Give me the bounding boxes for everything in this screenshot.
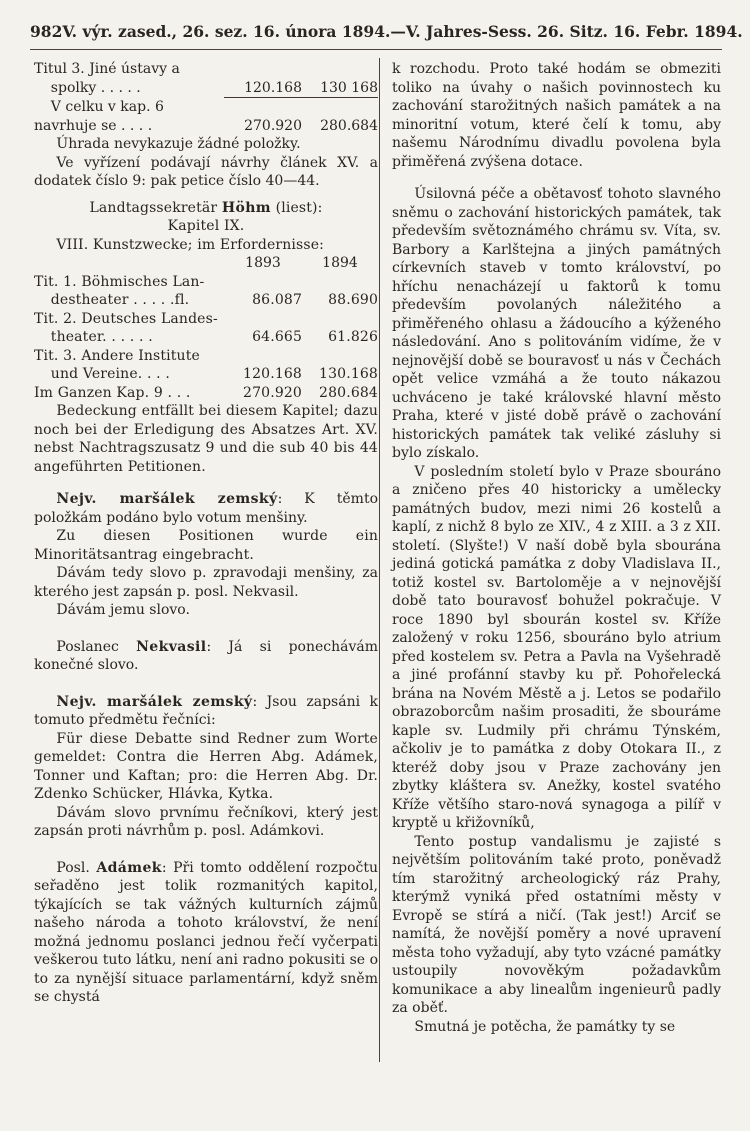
paragraph — [34, 527, 378, 564]
header-separator: — — [390, 22, 406, 41]
text-run: Poslanec — [56, 638, 137, 655]
text-run: Dávám slovo prvnímu řečníkovi, který jest zapsán proti návrhům p. posl. Adámkovi. — [34, 804, 378, 839]
paragraph — [34, 859, 378, 1007]
paragraph — [34, 154, 378, 191]
speaker-name: Adámek — [96, 859, 162, 876]
left-column — [34, 60, 378, 1007]
budget-amounts — [224, 384, 378, 403]
paragraph — [34, 564, 378, 601]
amount-1894: 280.684 — [319, 384, 378, 401]
amount-1893: 270.920 — [244, 117, 302, 134]
page-header — [30, 22, 743, 41]
amount-1894: 280.684 — [320, 117, 378, 134]
budget-row-label: Titul 3. Jiné ústavy a — [34, 61, 180, 77]
amount-1893: 120.168 — [244, 79, 302, 96]
budget-row-label: Tit. 3. Andere Institute — [34, 347, 200, 364]
section-heading — [34, 199, 378, 218]
header-czech: V. výr. zased., 26. sez. 16. února 1894. — [62, 22, 391, 41]
speaker-name: Nejv. maršálek zemský — [56, 693, 253, 710]
section-heading — [34, 217, 378, 236]
budget-row-label: Im Ganzen Kap. 9 . . . — [34, 384, 191, 401]
right-column — [392, 60, 721, 1036]
paragraph — [392, 463, 721, 833]
page-number: 982 — [30, 22, 63, 41]
speaker-name: Höhm — [221, 199, 271, 216]
year-header-1893: 1893 — [245, 255, 281, 271]
text-run: Tento postup vandalismu je zajisté s největším politováním také proto, poněvadž tím starožitný archeologický ráz Prahy, kterýmž vyniká před ostatními městy v Evropě se stírá a ničí. (Tak jest!) Arciť se namítá, že novější poměry a nové upravení města toho vyžadují, aby tyto vzácné památky ustoupily novověkým požadavkům komunikace a aby linealům ingenieurů padly za oběť. — [392, 833, 721, 1016]
budget-row-label: theater. . . . . . — [50, 329, 153, 345]
text-run: V posledním století bylo v Praze sbouráno a zničeno přes 40 historicky a umělecky památných budov, mezi nimi 26 kostelů a kaplí, z nichž 8 bylo ze XIV., 4 z XIII. a 3 z XII. století. (Slyšte!) V naší době byla sbourána jediná gotická památka z doby Vladislava II., totiž kostel sv. Bartoloměje a v nejnovější době tato bouravosť bohužel pokračuje. V roce 1890 byl sbourán kostel sv. Kříže založený v roku 1256, sbouráno bylo atrium před kostelem sv. Petra a Pavla na Vyšehradě a jiné profánní stavby ku př. Pohořelecká brána na Novém Městě a j. Letos se podařilo obrazoborcům našim prosaditi, že sbouráme kaple sv. Ludmily při chrámu Týnském, ačkoliv je to památka z doby Otokara II., z kteréž doby jsou v Praze zachovány jen zbytky kláštera sv. Anežky, kostel svatého Kříže většího staro-nová synagoga a pilíř v kryptě u křižovníků, — [392, 463, 721, 831]
amount-1894: 88.690 — [328, 292, 378, 308]
budget-row — [34, 273, 378, 310]
speaker-name: Nekvasil — [136, 638, 207, 655]
budget-row — [34, 98, 378, 135]
text-run: Kapitel IX. — [167, 218, 245, 234]
amount-1893: 64.665 — [252, 329, 302, 345]
budget-row-label: spolky . . . . . — [50, 79, 141, 96]
text-run: Úhrada nevykazuje žádné položky. — [56, 136, 301, 152]
budget-row — [34, 384, 378, 403]
paragraph — [34, 601, 378, 620]
budget-amounts — [224, 328, 378, 347]
paragraph — [34, 236, 378, 255]
text-run: : Jsou zapsáni k tomuto předmětu řečníci: — [34, 693, 378, 728]
text-run: Ve vyřízení podávají návrhy článek XV. a dodatek číslo 9: pak petice číslo 40—44. — [34, 154, 378, 189]
paragraph — [392, 833, 721, 1018]
paragraph — [34, 804, 378, 841]
text-run: (liest): — [271, 199, 323, 216]
budget-amounts — [224, 117, 378, 136]
amount-1894: 130.168 — [319, 366, 378, 382]
speaker-name: Nejv. maršálek zemský — [56, 491, 278, 507]
paragraph — [34, 402, 378, 476]
paragraph — [392, 60, 721, 171]
budget-row — [34, 60, 378, 98]
text-run: Zu diesen Positionen wurde ein Minoritätsantrag eingebracht. — [34, 528, 378, 563]
paragraph — [392, 185, 721, 463]
header-rule — [30, 49, 722, 50]
budget-row-values — [34, 328, 378, 347]
text-run: Dávám tedy slovo p. zpravodaji menšiny, za kterého jest zapsán p. posl. Nekvasil. — [34, 565, 378, 600]
amount-1894: 130 168 — [320, 79, 378, 96]
amount-1893: 86.087 — [252, 292, 302, 308]
budget-row-values — [34, 365, 378, 384]
amount-1893: 270.920 — [243, 384, 302, 401]
paragraph — [34, 730, 378, 804]
budget-row-label: und Vereine. . . . — [50, 366, 170, 382]
budget-row — [34, 310, 378, 347]
budget-row-label: destheater . . . . .fl. — [50, 292, 190, 308]
text-run: : Já si ponechávám konečné slovo. — [34, 638, 378, 673]
amount-1893: 120.168 — [243, 366, 302, 382]
paragraph — [392, 1018, 721, 1037]
text-run: Úsilovná péče a obětavosť tohoto slavného sněmu o zachování historických památek, tak především světoznámého chrámu sv. Víta, sv. Barbory a Karlštejna a jiných památných církevních staveb v tomto království, po hříchu nenacházejí u faktorů k tomu především povolaných náležitého a přiměřeného ohlasu a žádoucího a kýženého následování. Ano s politováním vidíme, že v nejnovější době se bouravosť u nás v Čechách opět velice vzmáhá a že touto nákazou uchváceno je také královské hlavní město Praha, které v jisté době právě o zachování historických památek tak veliké zásluhy si bylo získalo. — [392, 186, 721, 461]
text-run: Posl. — [56, 859, 97, 876]
budget-row-label: Tit. 2. Deutsches Landes- — [34, 310, 218, 327]
budget-row-label: Tit. 1. Böhmisches Lan- — [34, 273, 205, 290]
text-run: Bedeckung entfällt bei diesem Kapitel; dazu noch bei der Erledigung des Absatzes Art. XV. nebst Nachtragszusatz 9 und die sub 40 bis 44 angeführten Petitionen. — [34, 403, 378, 475]
budget-row — [34, 347, 378, 384]
text-run: VIII. Kunstzwecke; im Erfordernisse: — [56, 236, 325, 253]
paragraph — [34, 135, 378, 154]
paragraph — [34, 638, 378, 675]
budget-row-label: navrhuje se . . . . — [34, 117, 153, 134]
budget-row-values — [34, 117, 378, 136]
budget-amounts — [224, 79, 378, 99]
paragraph — [34, 693, 378, 730]
text-run: : K těmto položkám podáno bylo votum menšiny. — [34, 491, 378, 526]
text-run: : Při tomto oddělení rozpočtu seřaděno jest tolik rozmanitých kapitol, týkajících se tak vážných kulturních zájmů našeho národa a tohoto království, že není možná jednomu poslanci jednou řečí vyčerpati veškerou tuto látku, není ani radno pokusiti se o to za nynější situace parlamentární, když sněm se chystá — [34, 859, 378, 1005]
budget-row-label: V celku v kap. 6 — [50, 99, 164, 115]
budget-amounts — [224, 291, 378, 310]
paragraph — [34, 490, 378, 527]
budget-row-values — [34, 384, 378, 403]
budget-row-values — [34, 291, 378, 310]
year-header-1894: 1894 — [322, 255, 358, 271]
text-run: Landtagssekretär — [89, 199, 222, 216]
budget-amounts — [224, 365, 378, 384]
text-run: Dávám jemu slovo. — [56, 602, 190, 618]
spacer — [34, 254, 224, 273]
amount-1894: 61.826 — [328, 329, 378, 345]
text-run: Smutná je potěcha, že památky ty se — [414, 1018, 676, 1035]
budget-row-values — [34, 79, 378, 99]
text-run: k rozchodu. Proto také hodám se obmeziti toliko na úvahy o našich povinnostech ku zachování starožitných našich památek a na minoritní votum, které čelí k tomu, aby našemu Národnímu divadlu povolena byla přiměřená zvýšena dotace. — [392, 61, 721, 170]
table-year-headers — [34, 254, 378, 273]
header-german: V. Jahres-Sess. 26. Sitz. 16. Febr. 1894. — [405, 22, 743, 41]
column-divider — [379, 58, 380, 1062]
text-run: Für diese Debatte sind Redner zum Worte gemeldet: Contra die Herren Abg. Adámek, Tonner und Kaftan; pro: die Herren Abg. Dr. Zdenko Schücker, Hlávka, Kytka. — [34, 730, 378, 802]
